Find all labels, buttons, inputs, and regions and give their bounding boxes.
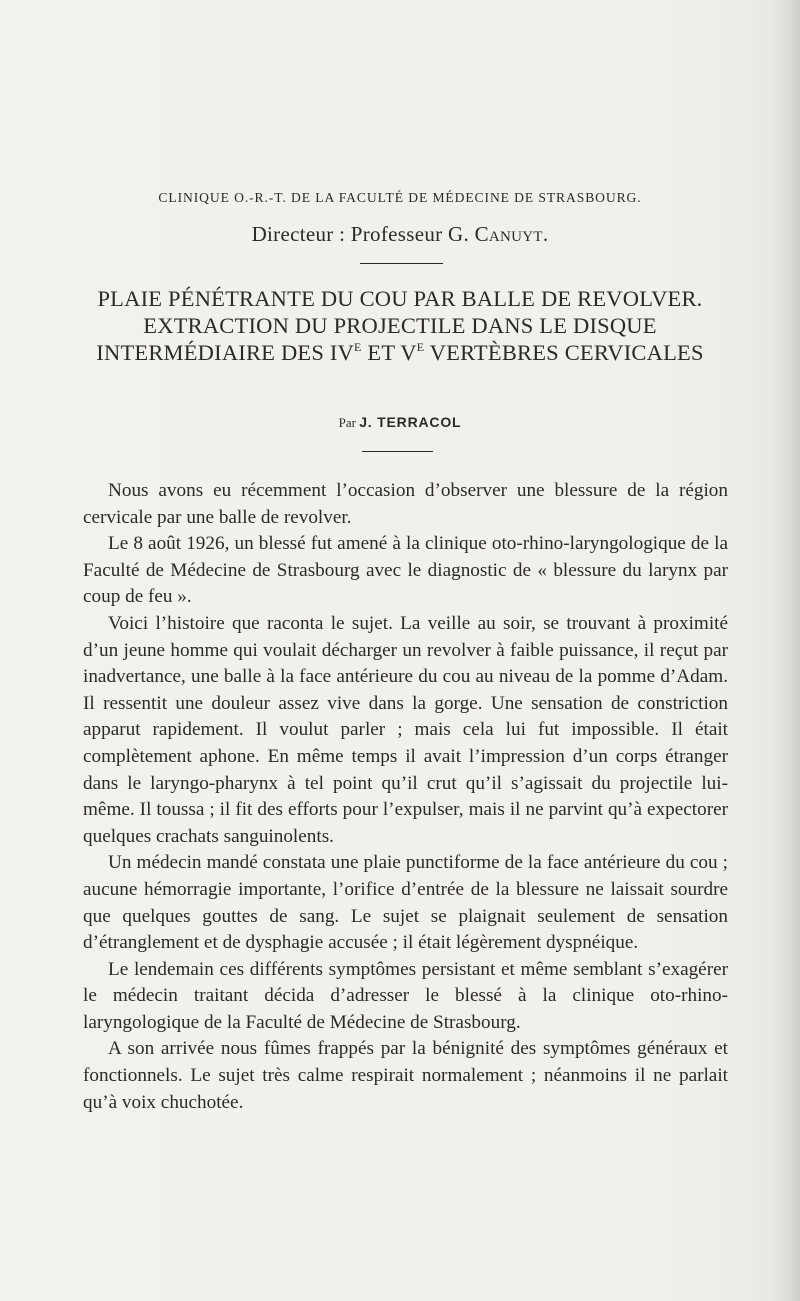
article-body — [83, 478, 728, 1116]
director-line — [0, 222, 800, 247]
paragraph: Nous avons eu récemment l’occasion d’observer une blessure de la région cervicale par une balle de revolver. — [83, 480, 728, 528]
director-name: Canuyt. — [474, 222, 549, 246]
paragraph: A son arrivée nous fûmes frappés par la bénignité des symptômes généraux et fonctionnels. Le sujet très calme respirait normalement ; néanmoins il ne parlait qu’à voix chuchotée. — [83, 1038, 728, 1113]
article-title — [60, 285, 740, 366]
title-superscript-2: E — [416, 340, 425, 354]
institution-header: CLINIQUE O.-R.-T. DE LA FACULTÉ DE MÉDECINE DE STRASBOURG. — [158, 190, 642, 205]
paragraph: Le 8 août 1926, un blessé fut amené à la clinique oto-rhino-laryngologique de la Faculté de Médecine de Strasbourg avec le diagnostic de « blessure du larynx par coup de feu ». — [83, 533, 728, 608]
paragraph: Un médecin mandé constata une plaie punctiforme de la face antérieure du cou ; aucune hémorragie importante, l’orifice d’entrée de la blessure ne laissait sourdre que quelques gouttes de sang. Le sujet se plaignait seulement de sensation d’étranglement et de dysphagie accusée ; il était légèrement dyspnéique. — [83, 852, 728, 954]
title-divider — [362, 451, 433, 452]
title-part-3: VERTÈBRES CERVICALES — [424, 340, 704, 365]
header-divider — [360, 263, 443, 264]
author-name: J. TERRACOL — [359, 414, 462, 430]
director-label: Directeur : Professeur G. — [251, 222, 469, 246]
byline — [0, 414, 800, 431]
title-superscript-1: E — [354, 340, 362, 354]
byline-prefix: Par — [338, 415, 356, 430]
paragraph: Le lendemain ces différents symptômes persistant et même semblant s’exagérer le médecin traitant décida d’adresser le blessé à la clinique oto-rhino-laryngologique de la Faculté de Médecine de Strasbourg. — [83, 958, 728, 1033]
title-part-2: ET V — [361, 340, 417, 365]
paragraph: Voici l’histoire que raconta le sujet. La veille au soir, se trouvant à proximité d’un jeune homme qui voulait décharger un revolver à faible puissance, il reçut par inadvertance, une balle à la face antérieure du cou au niveau de la pomme d’Adam. Il ressentit une douleur assez vive dans la gorge. Une sensation de constriction apparut rapidement. Il voulut parler ; mais cela lui fut impossible. Il était complètement aphone. En même temps il avait l’impression d’un corps étranger dans le laryngo-pharynx à tel point qu’il crut qu’il s’agissait du projectile lui-même. Il toussa ; il fit des efforts pour l’expulser, mais il ne parvint qu’à expectorer quelques crachats sanguinolents. — [83, 612, 728, 847]
title-part-1: PLAIE PÉNÉTRANTE DU COU PAR BALLE DE REVOLVER. EXTRACTION DU PROJECTILE DANS LE DISQUE INTERMÉDIAIRE DES IV — [96, 286, 703, 365]
